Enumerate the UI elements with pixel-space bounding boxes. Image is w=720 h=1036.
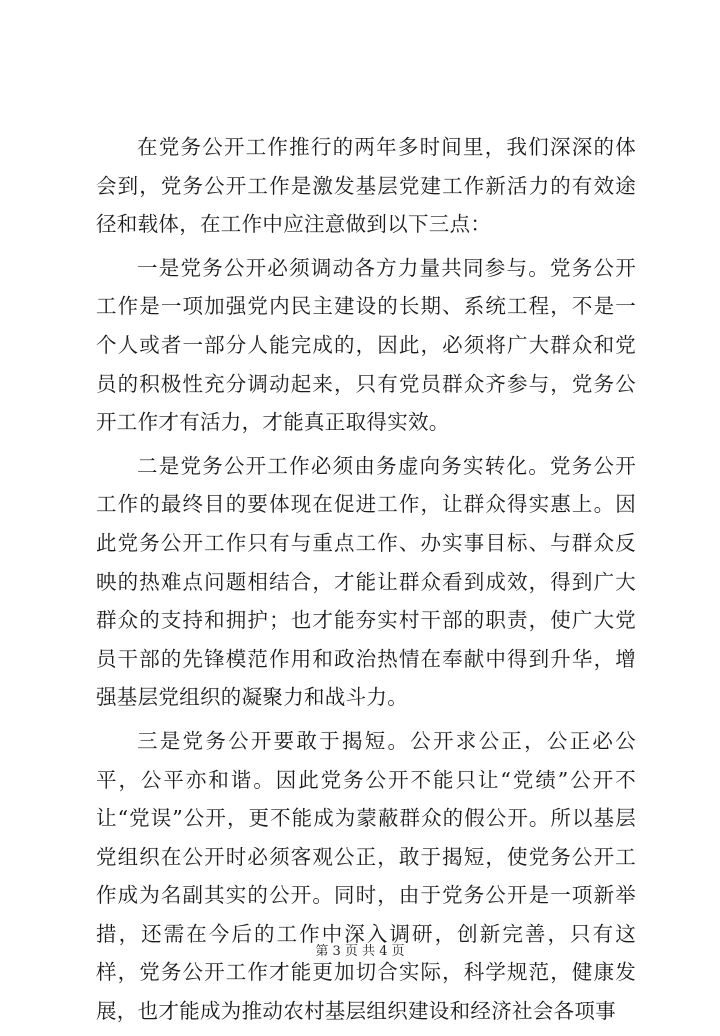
page-number-footer: 第 3 页 共 4 页 (315, 944, 405, 959)
paragraph-point-one: 一是党务公开必须调动各方力量共同参与。党务公开工作是一项加强党内民主建设的长期、系统工程，不是一个人或者一部分人能完成的，因此，必须将广大群众和党员的积极性充分调动起来，只有党员群众齐参与，党务公开工作才有活力，才能真正取得实效。 (96, 255, 636, 435)
paragraph-intro: 在党务公开工作推行的两年多时间里，我们深深的体会到，党务公开工作是激发基层党建工作新活力的有效途径和载体，在工作中应注意做到以下三点： (96, 135, 636, 237)
paragraph-point-two: 二是党务公开工作必须由务虚向务实转化。党务公开工作的最终目的要体现在促进工作，让群众得实惠上。因此党务公开工作只有与重点工作、办实事目标、与群众反映的热难点问题相结合，才能让群众看到成效，得到广大群众的支持和拥护；也才能夯实村干部的职责，使广大党员干部的先锋模范作用和政治热情在奉献中得到升华，增强基层党组织的凝聚力和战斗力。 (96, 453, 636, 710)
paragraph-point-three: 三是党务公开要敢于揭短。公开求公正，公正必公平，公平亦和谐。因此党务公开不能只让“党绩”公开不让“党误”公开，更不能成为蒙蔽群众的假公开。所以基层党组织在公开时必须客观公正，敢于揭短，使党务公开工作成为名副其实的公开。同时，由于党务公开是一项新举措，还需在今后的工作中深入调研，创新完善，只有这样，党务公开工作才能更加切合实际，科学规范，健康发展，也才能成为推动农村基层组织建设和经济社会各项事 (96, 728, 636, 1024)
document-body (96, 128, 636, 1036)
